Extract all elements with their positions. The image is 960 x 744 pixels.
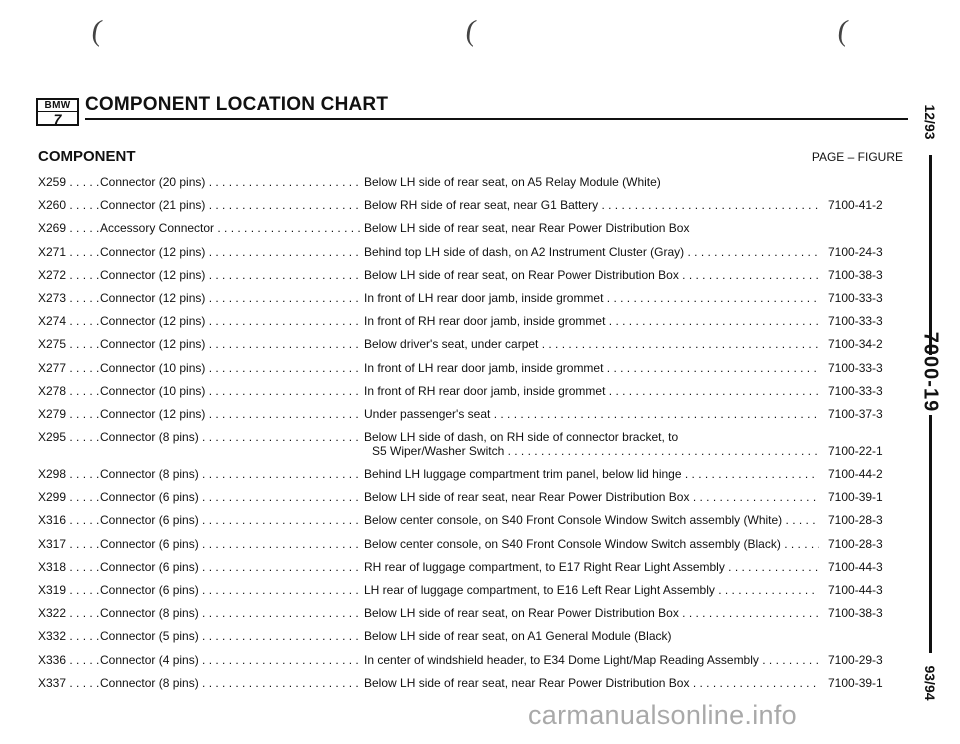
title-rule: [85, 118, 908, 120]
logo-bottom-text: 7: [53, 111, 62, 127]
component-list: [38, 175, 898, 699]
table-row: [38, 361, 898, 384]
watermark: carmanualsonline.info: [528, 700, 797, 730]
page-figure: 7100-28-3: [828, 513, 883, 528]
component-code: X274 . . .: [38, 314, 100, 328]
component-code: X278 . . .: [38, 384, 100, 398]
table-row: [38, 629, 898, 652]
table-row: [38, 606, 898, 629]
table-row: [38, 467, 898, 490]
section-number: 7000-19: [919, 331, 942, 413]
component-location: In front of RH rear door jamb, inside grommet . . .: [364, 384, 819, 398]
table-row: [38, 175, 898, 198]
component-location: In front of LH rear door jamb, inside grommet . . .: [364, 291, 819, 305]
table-row: [38, 583, 898, 606]
table-row: [38, 653, 898, 676]
page-figure: 7100-44-2: [828, 467, 883, 482]
component-description: Connector (21 pins) . . .: [100, 198, 362, 212]
component-code: X279 . . .: [38, 407, 100, 421]
component-description: Connector (5 pins) . . .: [100, 629, 362, 643]
component-location: Below LH side of rear seat, on Rear Power Distribution Box . . .: [364, 268, 819, 282]
component-location: Below LH side of rear seat, on Rear Power Distribution Box . . .: [364, 606, 819, 620]
component-description: Connector (6 pins) . . .: [100, 490, 362, 504]
page-figure: 7100-33-3: [828, 314, 883, 329]
page-figure: 7100-38-3: [828, 606, 883, 621]
component-location: Below RH side of rear seat, near G1 Battery . . .: [364, 198, 819, 212]
component-description: Connector (4 pins) . . .: [100, 653, 362, 667]
table-row: [38, 430, 898, 467]
component-code: X298 . . .: [38, 467, 100, 481]
table-row: [38, 513, 898, 536]
table-row: [38, 268, 898, 291]
logo-top-text: BMW: [38, 100, 77, 112]
table-row: [38, 490, 898, 513]
component-location: Under passenger's seat . . .: [364, 407, 819, 421]
page-figure: 7100-38-3: [828, 267, 883, 282]
component-code: X275 . . .: [38, 337, 100, 351]
scan-mark: (: [835, 13, 851, 48]
component-code: X316 . . .: [38, 513, 100, 527]
page-figure: 7100-41-2: [828, 198, 883, 213]
page-figure: 7100-39-1: [828, 675, 883, 690]
table-row: [38, 407, 898, 430]
table-row: [38, 245, 898, 268]
component-location: Below LH side of rear seat, near Rear Power Distribution Box . . .: [364, 676, 819, 690]
component-code: X269 . . .: [38, 221, 100, 235]
component-description: Connector (6 pins) . . .: [100, 537, 362, 551]
page-figure: 7100-39-1: [828, 490, 883, 505]
component-location: In front of RH rear door jamb, inside grommet . . .: [364, 314, 819, 328]
page-figure: 7100-33-3: [828, 290, 883, 305]
scan-mark: (: [89, 13, 105, 48]
component-location: LH rear of luggage compartment, to E16 Left Rear Light Assembly . . .: [364, 583, 819, 597]
component-code: X260 . . .: [38, 198, 100, 212]
component-code: X317 . . .: [38, 537, 100, 551]
component-code: X319 . . .: [38, 583, 100, 597]
component-location: RH rear of luggage compartment, to E17 Right Rear Light Assembly . . .: [364, 560, 819, 574]
page-figure: 7100-28-3: [828, 536, 883, 551]
component-code: X295 . . .: [38, 430, 100, 444]
component-description: Connector (12 pins) . . .: [100, 291, 362, 305]
component-description: Accessory Connector . . .: [100, 221, 362, 235]
component-code: X299 . . .: [38, 490, 100, 504]
component-description: Connector (8 pins) . . .: [100, 606, 362, 620]
component-description: Connector (6 pins) . . .: [100, 560, 362, 574]
table-row: [38, 384, 898, 407]
table-row: [38, 560, 898, 583]
side-rule: [929, 415, 932, 653]
table-row: [38, 314, 898, 337]
component-code: X318 . . .: [38, 560, 100, 574]
component-column-header: COMPONENT: [38, 148, 136, 165]
component-description: Connector (6 pins) . . .: [100, 583, 362, 597]
table-row: [38, 221, 898, 244]
component-description: Connector (12 pins) . . .: [100, 245, 362, 259]
component-code: X336 . . .: [38, 653, 100, 667]
component-description: Connector (12 pins) . . .: [100, 337, 362, 351]
component-location: Behind LH luggage compartment trim panel, below lid hinge . . .: [364, 467, 819, 481]
component-description: Connector (10 pins) . . .: [100, 361, 362, 375]
page-figure: 7100-44-3: [828, 583, 883, 597]
component-code: X271 . . .: [38, 245, 100, 259]
component-code: X332 . . .: [38, 629, 100, 643]
page-figure: 7100-44-3: [828, 559, 883, 574]
table-row: [38, 291, 898, 314]
page-figure: 7100-24-3: [828, 244, 883, 259]
bmw-7-logo: [36, 98, 79, 126]
component-description: Connector (10 pins) . . .: [100, 384, 362, 398]
component-code: X277 . . .: [38, 361, 100, 375]
component-description: Connector (20 pins) . . .: [100, 175, 362, 189]
side-rule: [929, 155, 932, 355]
component-description: Connector (6 pins) . . .: [100, 513, 362, 527]
component-location: Below LH side of dash, on RH side of connector bracket, to: [364, 430, 679, 445]
table-row: [38, 676, 898, 699]
component-code: X273 . . .: [38, 291, 100, 305]
page-figure: 7100-22-1: [828, 444, 883, 459]
component-location: In front of LH rear door jamb, inside grommet . . .: [364, 361, 819, 375]
component-code: X259 . . .: [38, 175, 100, 189]
side-margin: [920, 0, 940, 744]
component-description: Connector (12 pins) . . .: [100, 314, 362, 328]
page-figure: 7100-33-3: [828, 383, 883, 398]
table-row: [38, 337, 898, 360]
component-location: Below center console, on S40 Front Console Window Switch assembly (Black) . . .: [364, 537, 819, 551]
page-figure: 7100-29-3: [828, 652, 883, 667]
page-header: [36, 94, 908, 130]
component-location: Below driver's seat, under carpet . . .: [364, 337, 819, 351]
component-location: In center of windshield header, to E34 Dome Light/Map Reading Assembly . . .: [364, 653, 819, 667]
component-location: Behind top LH side of dash, on A2 Instrument Cluster (Gray) . . .: [364, 245, 819, 259]
component-description: Connector (12 pins) . . .: [100, 407, 362, 421]
component-code: X337 . . .: [38, 676, 100, 690]
component-description: Connector (8 pins) . . .: [100, 430, 362, 444]
component-description: Connector (12 pins) . . .: [100, 268, 362, 282]
date-bottom: 93/94: [922, 665, 938, 701]
component-code: X272 . . .: [38, 268, 100, 282]
scan-mark: (: [463, 13, 479, 48]
page-title: COMPONENT LOCATION CHART: [85, 94, 389, 115]
component-location: Below LH side of rear seat, on A1 General Module (Black): [364, 629, 672, 644]
component-description: Connector (8 pins) . . .: [100, 676, 362, 690]
page-figure: 7100-37-3: [828, 406, 883, 421]
component-description: Connector (8 pins) . . .: [100, 467, 362, 481]
date-top: 12/93: [922, 104, 938, 140]
table-row: [38, 198, 898, 221]
component-location: Below LH side of rear seat, near Rear Power Distribution Box . . .: [364, 490, 819, 504]
component-location: Below center console, on S40 Front Console Window Switch assembly (White) . . .: [364, 513, 819, 527]
page-figure-column-header: PAGE – FIGURE: [811, 150, 903, 164]
component-location-continued: S5 Wiper/Washer Switch . . .: [372, 444, 819, 458]
table-row: [38, 537, 898, 560]
page-figure: 7100-34-2: [828, 337, 883, 352]
component-code: X322 . . .: [38, 606, 100, 620]
component-location: Below LH side of rear seat, near Rear Power Distribution Box: [364, 221, 690, 236]
page-figure: 7100-33-3: [828, 360, 883, 375]
component-location: Below LH side of rear seat, on A5 Relay Module (White): [364, 175, 661, 189]
